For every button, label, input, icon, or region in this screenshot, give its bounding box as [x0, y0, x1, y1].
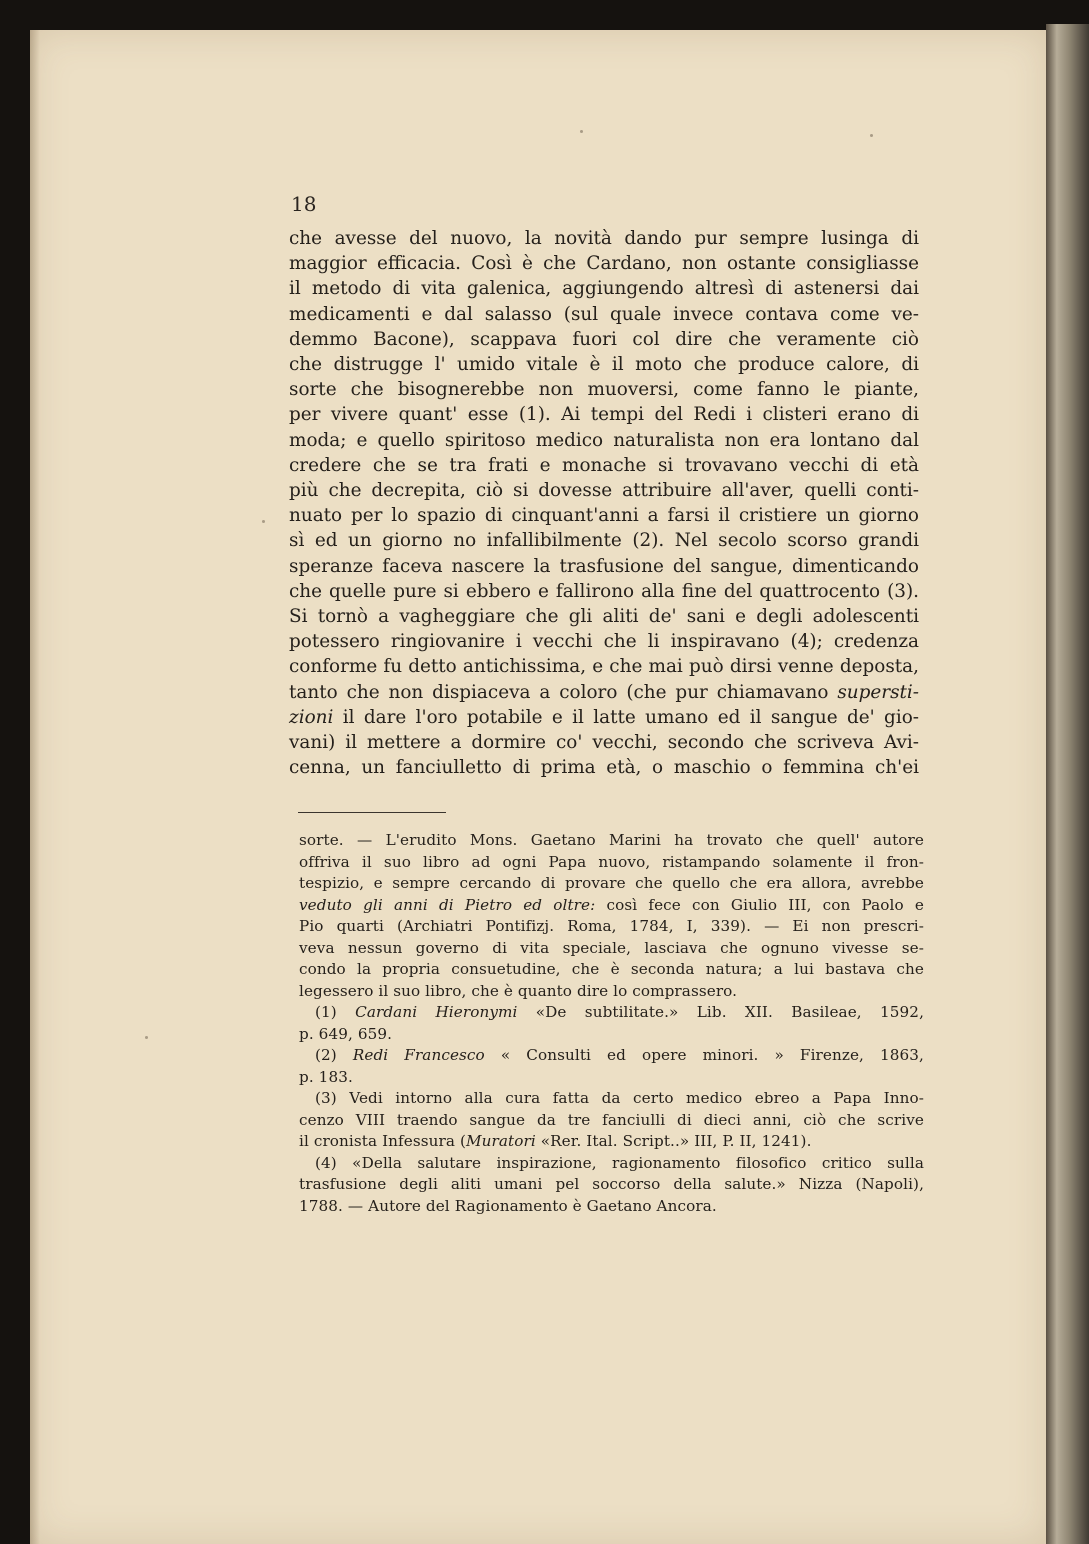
- footnotes: [299, 830, 924, 1217]
- text-segment: tanto che non dispiaceva a coloro (che pur chiamavano: [289, 681, 838, 703]
- footnote-2: [299, 1045, 924, 1067]
- text-line: potessero ringiovanire i vecchi che li inspiravano (4); credenza: [289, 631, 919, 653]
- text-segment: «Rer. Ital. Script..» III, P. II, 1241).: [535, 1132, 812, 1150]
- text-line: che quelle pure si ebbero e fallirono alla fine del quattrocento (3).: [289, 580, 919, 602]
- text-segment: «De subtilitate.» Lib. XII. Basileae, 1592,: [517, 1003, 924, 1021]
- text-segment: « Consulti ed opere minori. » Firenze, 1863,: [484, 1046, 924, 1064]
- text-line: il metodo di vita galenica, aggiungendo altresì di astenersi dai: [289, 278, 919, 300]
- text-line: più che decrepita, ciò si dovesse attribuire all'aver, quelli conti-: [289, 480, 919, 502]
- footnote-line: [299, 1131, 924, 1153]
- footnote-line: offriva il suo libro ad ogni Papa nuovo, ristampando solamente il fron-: [299, 852, 924, 871]
- text-line: credere che se tra frati e monache si trovavano vecchi di età: [289, 454, 919, 476]
- footnote-number: (1): [315, 1003, 356, 1021]
- text-line: demmo Bacone), scappava fuori col dire che veramente ciò: [289, 328, 919, 350]
- text-line: Si tornò a vagheggiare che gli aliti de' sani e degli adolescenti: [289, 606, 919, 628]
- footnote-separator: [298, 812, 446, 813]
- text-line: conforme fu detto antichissima, e che mai può dirsi venne deposta,: [289, 656, 919, 678]
- text-line: vani) il mettere a dormire co' vecchi, secondo che scriveva Avi-: [289, 732, 919, 754]
- italic-term: veduto gli anni di Pietro ed oltre:: [299, 895, 596, 914]
- footnote-line: tespizio, e sempre cercando di provare che quello che era allora, avrebbe: [299, 874, 924, 892]
- main-text: [289, 226, 919, 780]
- paper-speck: [580, 130, 583, 133]
- italic-term: Muratori: [466, 1132, 536, 1150]
- text-line: speranze faceva nascere la trasfusione del sangue, dimenticando: [289, 555, 919, 577]
- text-line: che distrugge l' umido vitale è il moto che produce calore, di: [289, 354, 919, 376]
- text-segment: così fece con Giulio III, con Paolo e: [595, 895, 924, 914]
- footnote-line: veva nessun governo di vita speciale, lasciava che ognuno vivesse se-: [299, 938, 924, 957]
- footnote-number: (2): [315, 1046, 353, 1064]
- paper-speck: [262, 520, 265, 523]
- text-line: sorte che bisognerebbe non muoversi, come fanno le piante,: [289, 379, 919, 401]
- footnote-3: (3) Vedi intorno alla cura fatta da certo medico ebreo a Papa Inno-: [315, 1089, 924, 1107]
- footnote-line: sorte. — L'erudito Mons. Gaetano Marini ha trovato che quell' autore: [299, 831, 924, 849]
- text-line: che avesse del nuovo, la novità dando pur sempre lusinga di: [289, 228, 919, 249]
- footnote-author: Cardani Hieronymi: [355, 1003, 518, 1021]
- footnote-4: (4) «Della salutare inspirazione, ragionamento filosofico critico sulla: [315, 1153, 924, 1172]
- text-line: sì ed un giorno no infallibilmente (2). Nel secolo scorso grandi: [289, 530, 919, 552]
- text-line: cenna, un fanciulletto di prima età, o maschio o femmina ch'ei: [289, 757, 919, 779]
- footnote-line: cenzo VIII traendo sangue da tre fanciulli di dieci anni, ciò che scrive: [299, 1110, 924, 1129]
- footnote-line: condo la propria consuetudine, che è seconda natura; a lui bastava che: [299, 960, 924, 978]
- text-line: [289, 680, 919, 705]
- text-segment: il cronista Infessura (: [299, 1132, 466, 1150]
- text-line: moda; e quello spiritoso medico naturalista non era lontano dal: [289, 429, 919, 451]
- footnote-line: Pio quarti (Archiatri Pontifizj. Roma, 1784, I, 339). — Ei non prescri-: [299, 917, 924, 935]
- text-line: medicamenti e dal salasso (sul quale invece contava come ve-: [289, 303, 919, 325]
- text-segment: il dare l'oro potabile e il latte umano ed il sangue de' gio-: [333, 706, 919, 728]
- italic-term: supersti-: [837, 681, 919, 703]
- footnote-line: legessero il suo libro, che è quanto dire lo comprassero.: [299, 981, 738, 1000]
- paper-speck: [145, 1036, 148, 1039]
- footnote-line: [299, 895, 924, 917]
- footnote-line: p. 649, 659.: [299, 1024, 393, 1043]
- text-line: maggior efficacia. Così è che Cardano, non ostante consigliasse: [289, 253, 919, 275]
- footnote-1: [299, 1002, 924, 1024]
- footnote-line: p. 183.: [299, 1067, 353, 1086]
- page-edge-stack: [1046, 24, 1089, 1544]
- page-gutter-shadow: [30, 30, 40, 1544]
- paper-speck: [870, 134, 873, 137]
- footnote-author: Redi Francesco: [352, 1046, 485, 1064]
- text-line: [289, 705, 919, 730]
- text-line: nuato per lo spazio di cinquant'anni a farsi il cristiere un giorno: [289, 505, 919, 527]
- italic-term: zioni: [289, 706, 334, 728]
- footnote-line: 1788. — Autore del Ragionamento è Gaetano Ancora.: [299, 1196, 717, 1215]
- page-number: 18: [291, 192, 317, 216]
- text-line: per vivere quant' esse (1). Ai tempi del Redi i clisteri erano di: [289, 404, 919, 426]
- footnote-line: trasfusione degli aliti umani pel soccorso della salute.» Nizza (Napoli),: [299, 1175, 924, 1193]
